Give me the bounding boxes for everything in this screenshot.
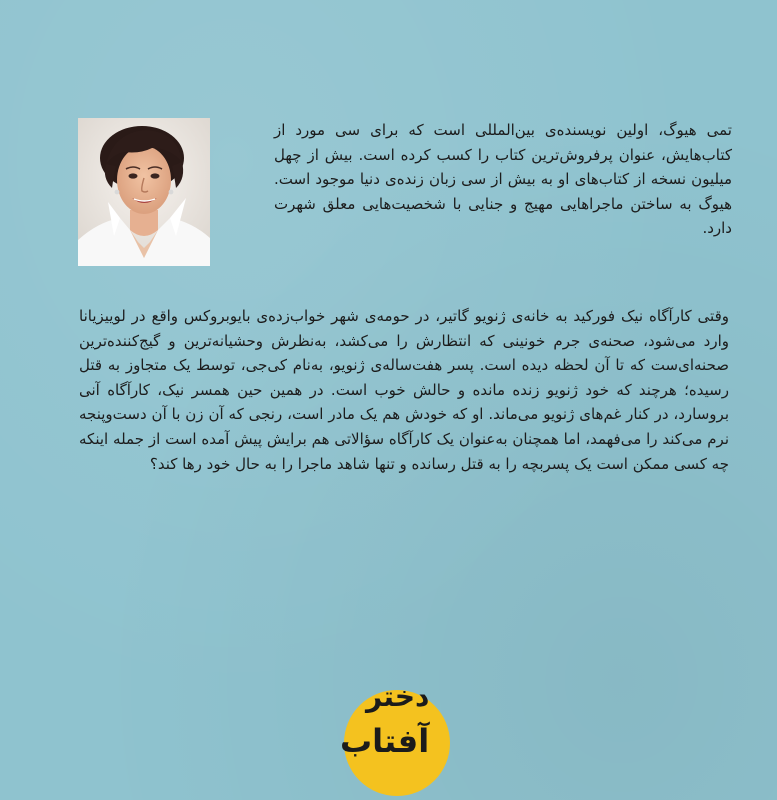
author-bio-text: تمی هیوگ، اولین نویسنده‌ی بین‌المللی است که برای سی مورد از کتاب‌هایش، عنوان پرفروش‌ترین کتاب را کسب کرده است. بیش از چهل میلیون نسخه از کتاب‌های او به بیش از سی زبان زنده‌ی دنیا موجود است. هیوگ به ساختن ماجراهایی مهیج و جنایی با شخصیت‌هایی معلق شهرت دارد.	[274, 121, 732, 238]
logo-word-daughter: دختر	[366, 680, 430, 713]
author-bio	[274, 118, 732, 241]
book-synopsis	[79, 304, 729, 476]
synopsis-text: وقتی کارآگاه نیک فورکید به خانه‌ی ژنویو گاتیر، در حومه‌ی شهر خواب‌زده‌ی بایوبروکس واقع در لوییزیانا وارد می‌شود، صحنه‌ی جرم خونینی که انتظارش را می‌کشد، به‌نظرش وحشیانه‌ترین و گیج‌کننده‌ترین صحنه‌ای‌ست که تا آن لحظه دیده است. پسر هفت‌ساله‌ی ژنویو، به‌نام کی‌جی، توسط یک متجاوز به قتل رسیده؛ هرچند که خود ژنویو زنده مانده و حالش خوب است. در همین حین همسر نیک، کارآگاه آنی بروسارد، در کنار غم‌های ژنویو می‌ماند. او که خودش هم یک مادر است، رنجی که آن زن با آن دست‌وپنجه نرم می‌کند را می‌فهمد، اما همچنان به‌عنوان یک کارآگاه سؤالاتی هم برایش پیش آمده است از جمله اینکه چه کسی ممکن است یک پسربچه را به قتل رسانده و تنها شاهد ماجرا را به حال خود رها کند؟	[79, 307, 729, 473]
logo-word-sun: آفتاب	[340, 722, 430, 760]
author-photo	[78, 118, 210, 266]
publisher-logo	[338, 682, 468, 794]
author-portrait-image	[78, 118, 210, 266]
